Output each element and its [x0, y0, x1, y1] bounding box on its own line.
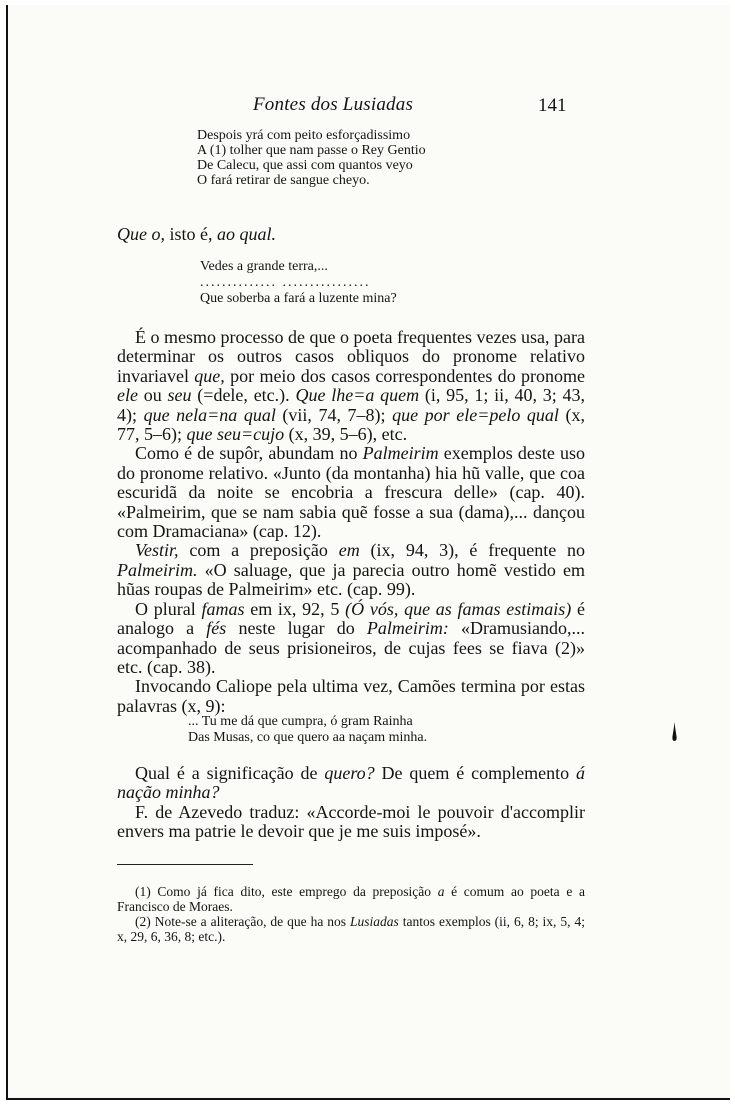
- verse-quotation-1: [197, 128, 426, 188]
- verse-line: Despois yrá com peito esforçadissimo: [197, 128, 411, 143]
- paragraph-caliope: Invocando Caliope pela ultima vez, Camões termina por estas palavras (x, 9):: [117, 676, 585, 716]
- footnotes: [117, 884, 585, 944]
- verse-line: Que soberba a fará a luzente mina?: [200, 291, 397, 306]
- verse-quotation-2: [200, 259, 397, 307]
- verse-quotation-3: [188, 714, 427, 746]
- lead-italic: ao qual.: [217, 224, 277, 244]
- ink-mark-icon: [672, 722, 677, 741]
- lead-italic: Que o,: [117, 224, 165, 244]
- paragraph-vestir: Vestir, com a preposição em (ix, 94, 3), é frequente no Palmeirim. «O saluage, que ja parecia outro homẽ vestido em hũas roupas de Palmeirim» etc. (cap. 99).: [117, 540, 585, 600]
- page-number: 141: [538, 95, 567, 116]
- footnote-1: (1) Como já fica dito, este emprego da preposição a é comum ao poeta e a Francisco de Moraes.: [117, 884, 585, 914]
- verse-line: Das Musas, co que quero aa naçam minha.: [188, 730, 428, 745]
- lead-line: [117, 224, 276, 245]
- paragraph-famas: O plural famas em ix, 92, 5 (Ó vós, que as famas estimais) é analogo a fés neste lugar do Palmeirim: «Dramusiando,... acompanhado de seus prisioneiros, de cujas fees se fiava (2)» etc. (cap. 38).: [117, 598, 586, 677]
- ellipsis-line: .............. ................: [200, 275, 371, 290]
- paragraph-relative-pronoun: É o mesmo processo de que o poeta frequentes vezes usa, para determinar os outros casos obliquos do pronome relativo invariavel que, por meio dos casos correspondentes do pronome ele ou seu (=dele, etc.). Que lhe=a quem (i, 95, 1; ii, 40, 3; 43, 4); que nela=na qual (vii, 74, 7–8); que por ele=pelo qual (x, 77, 5–6); que seu=cujo (x, 39, 5–6), etc.: [117, 327, 585, 445]
- verse-line: O fará retirar de sangue cheyo.: [197, 173, 370, 188]
- verse-line: De Calecu, que assi com quantos veyo: [197, 158, 413, 173]
- footnote-divider: [117, 864, 253, 865]
- verse-line: A (1) tolher que nam passe o Rey Gentio: [197, 143, 426, 158]
- paragraph-question: Qual é a significação de quero? De quem é complemento á nação minha?: [117, 763, 585, 803]
- footnote-2: (2) Note-se a aliteração, de que ha nos Lusiadas tantos exemplos (ii, 6, 8; ix, 5, 4; x, 29, 6, 36, 8; etc.).: [117, 914, 585, 944]
- running-header-title: Fontes dos Lusiadas: [253, 94, 414, 115]
- verse-line: ... Tu me dá que cumpra, ó gram Rainha: [188, 714, 413, 729]
- paragraph-palmeirim-examples: Como é de supôr, abundam no Palmeirim exemplos deste uso do pronome relativo. «Junto (da montanha) hia hũ valle, que coa escuridã da noite se encobria a frescura delle» (cap. 40). «Palmeirim, que se nam sabia quẽ fosse a sua (dama),... dançou com Dramaciana» (cap. 12).: [117, 443, 585, 542]
- body-text-question: [117, 764, 585, 842]
- lead-text: isto é,: [165, 224, 217, 244]
- body-text-main: [117, 328, 585, 716]
- paragraph-translation: F. de Azevedo traduz: «Accorde-moi le pouvoir d'accomplir envers ma patrie le devoir que je me suis imposé».: [117, 801, 585, 842]
- verse-line: Vedes a grande terra,...: [200, 259, 328, 274]
